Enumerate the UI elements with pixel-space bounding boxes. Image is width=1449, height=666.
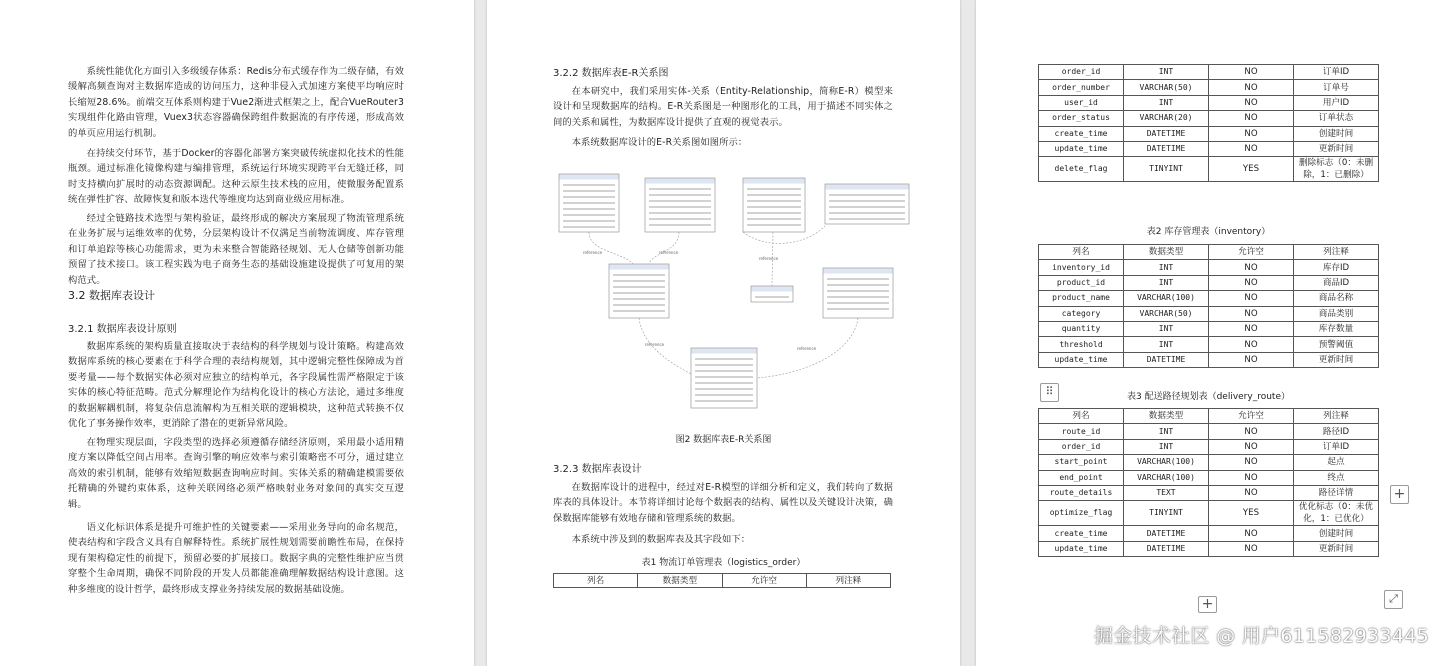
er-relationship-label: reference <box>583 250 603 255</box>
table-cell: route_id <box>1039 424 1124 439</box>
column-header: 数据类型 <box>1124 409 1209 424</box>
table-cell: 优化标志（0：未优化，1：已优化） <box>1294 501 1379 526</box>
table-cell: quantity <box>1039 321 1124 336</box>
table-row <box>1039 526 1379 541</box>
add-column-button[interactable]: + <box>1390 485 1409 504</box>
table-header-row <box>554 574 891 588</box>
paragraph-semantic: 语义化标识体系是提升可维护性的关键要素——采用业务导向的命名规范，使表结构和字段含义具有自解释特性。系统扩展性规划需要前瞻性布局，在保持现有架构稳定性的前提下，预留必要的扩展接口。数据字典的完整性维护应当贯穿整个生命周期，确保不同阶段的开发人员都能准确理解数据结构设计意图。这种多维度的设计哲学，最终形成支撑业务持续发展的数据基础设施。 <box>68 522 404 595</box>
paragraph-er-intro: 在本研究中，我们采用实体-关系（Entity-Relationship，简称E-R）模型来设计和呈现数据库的结构。E-R关系图是一种图形化的工具，用于描述不同实体之间的关系和属性，为数据库设计提供了直观的视觉表示。 <box>553 86 893 128</box>
table-cell: order_id <box>1039 439 1124 454</box>
table-cell: 更新时间 <box>1294 352 1379 367</box>
table-cell: category <box>1039 306 1124 321</box>
table-row <box>1039 541 1379 556</box>
table-cell: 库存ID <box>1294 260 1379 275</box>
table-cell: order_status <box>1039 111 1124 126</box>
table-cell: INT <box>1124 65 1209 80</box>
table-row <box>1039 352 1379 367</box>
table-cell: 删除标志（0：未删除，1：已删除） <box>1294 157 1379 182</box>
table1-caption: 表1 物流订单管理表（logistics_order） <box>641 558 806 568</box>
table-header-row <box>1039 409 1379 424</box>
table-row <box>1039 275 1379 290</box>
table-cell: VARCHAR(100) <box>1124 470 1209 485</box>
er-entity-header <box>826 185 909 190</box>
table-cell: 商品类别 <box>1294 306 1379 321</box>
section-heading-3-2-3: 3.2.3 数据库表设计 <box>553 464 642 475</box>
table-cell: delete_flag <box>1039 157 1124 182</box>
column-header: 数据类型 <box>1124 245 1209 260</box>
document-page-3 <box>976 0 1449 666</box>
table-cell: 路径ID <box>1294 424 1379 439</box>
table-cell: NO <box>1209 321 1294 336</box>
table-cell: INT <box>1124 260 1209 275</box>
table-cell: YES <box>1209 501 1294 526</box>
table-row <box>1039 306 1379 321</box>
paragraph-summary: 经过全链路技术选型与架构验证，最终形成的解决方案展现了物流管理系统在业务扩展与运维效率的优势，分层架构设计不仅满足当前物流调度、库存管理和订单追踪等核心功能需求，更为未来整合智能路径规划、无人仓储等创新功能预留了技术接口。该工程实践为电子商务生态的基础设施建设提供了可复用的架构范式。 <box>68 213 404 286</box>
er-entity <box>645 178 715 232</box>
table-cell: NO <box>1209 275 1294 290</box>
table-cell: NO <box>1209 80 1294 95</box>
table-cell: 用户ID <box>1294 95 1379 110</box>
table-cell: DATETIME <box>1124 541 1209 556</box>
table-row <box>1039 157 1379 182</box>
table-cell: 创建时间 <box>1294 526 1379 541</box>
table-cell: 订单ID <box>1294 65 1379 80</box>
paragraph-db-principles: 数据库系统的架构质量直接取决于表结构的科学规划与设计策略。构建高效数据库系统的核心要素在于科学合理的表结构规划，其中逻辑完整性保障成为首要考量——每个数据实体必须对应独立的结构单元，各字段属性需严格限定于该实体的核心特征范畴。范式分解理论作为结构化设计的核心方法论，通过多维度的数据解耦机制，将复杂信息流解构为互相关联的逻辑模块，这种范式转换不仅优化了事务操作效率，更消除了潜在的更新异常风险。 <box>68 341 404 430</box>
table-cell: 路径详情 <box>1294 485 1379 500</box>
table-row <box>1039 65 1379 80</box>
table-cell: NO <box>1209 65 1294 80</box>
table-inventory <box>1038 244 1379 368</box>
table-cell: 更新时间 <box>1294 141 1379 156</box>
paragraph-table-lead: 本系统中涉及到的数据库表及其字段如下： <box>571 534 751 545</box>
table-cell: 商品ID <box>1294 275 1379 290</box>
column-header: 允许空 <box>1209 245 1294 260</box>
er-relationship-label: reference <box>645 342 665 347</box>
table-cell: INT <box>1124 275 1209 290</box>
figure-caption: 图2 数据库表E-R关系图 <box>675 435 772 445</box>
table-cell: order_id <box>1039 65 1124 80</box>
table-cell: DATETIME <box>1124 352 1209 367</box>
table-cell: start_point <box>1039 455 1124 470</box>
table3-caption: 表3 配送路径规划表（delivery_route） <box>1126 392 1290 402</box>
table-cell: DATETIME <box>1124 526 1209 541</box>
er-relationship-label: reference <box>797 346 817 351</box>
column-header: 允许空 <box>722 574 806 588</box>
add-row-button[interactable]: + <box>1198 596 1217 613</box>
table2-caption: 表2 库存管理表（inventory） <box>1146 227 1271 237</box>
table-cell: update_time <box>1039 141 1124 156</box>
er-relationship-label: reference <box>759 256 779 261</box>
watermark: 掘金技术社区 @ 用户611582933445 <box>1093 625 1429 647</box>
er-entity-header <box>610 265 669 270</box>
table-cell: 订单状态 <box>1294 111 1379 126</box>
paragraph-cache: 系统性能优化方面引入多级缓存体系：Redis分布式缓存作为二级存储，有效缓解高频查询对主数据库造成的访问压力，这种非侵入式加速方案使平均响应时长缩短28.6%。前端交互体系则构建于Vue2渐进式框架之上，配合VueRouter3实现组件化路由管理，Vuex3状态容器确保跨组件数据流的有序传递，形成高效的单页应用运行机制。 <box>68 66 404 139</box>
table-cell: 库存数量 <box>1294 321 1379 336</box>
paragraph-docker: 在持续交付环节，基于Docker的容器化部署方案突破传统虚拟化技术的性能瓶颈。通过标准化镜像构建与编排管理，系统运行环境实现跨平台无缝迁移，同时支持横向扩展时的动态资源调配。这种云原生技术栈的应用，使微服务配置系统在弹性扩容、故障恢复和版本迭代等维度均达到商业级应用标准。 <box>68 148 404 206</box>
table-cell: update_time <box>1039 352 1124 367</box>
table-cell: 终点 <box>1294 470 1379 485</box>
column-header: 列注释 <box>1294 245 1379 260</box>
table-cell: INT <box>1124 95 1209 110</box>
table-row <box>1039 260 1379 275</box>
table-cell: route_details <box>1039 485 1124 500</box>
table-row <box>1039 470 1379 485</box>
table-cell: VARCHAR(50) <box>1124 306 1209 321</box>
table-resize-handle[interactable]: ⤢ <box>1384 590 1403 609</box>
table-cell: end_point <box>1039 470 1124 485</box>
er-entity <box>825 184 909 224</box>
er-entity-header <box>692 349 757 354</box>
table-cell: NO <box>1209 337 1294 352</box>
table-move-handle[interactable]: ⠿ <box>1040 383 1059 402</box>
table-cell: TINYINT <box>1124 157 1209 182</box>
er-relationship-label: reference <box>659 250 679 255</box>
table-cell: 订单ID <box>1294 439 1379 454</box>
table-delivery-route <box>1038 408 1379 557</box>
table-cell: INT <box>1124 321 1209 336</box>
table-cell: INT <box>1124 337 1209 352</box>
table-cell: YES <box>1209 157 1294 182</box>
column-header: 列名 <box>1039 409 1124 424</box>
table-row <box>1039 111 1379 126</box>
table-cell: 订单号 <box>1294 80 1379 95</box>
table-cell: 起点 <box>1294 455 1379 470</box>
table-cell: product_id <box>1039 275 1124 290</box>
er-relationship <box>589 232 633 264</box>
table-cell: create_time <box>1039 126 1124 141</box>
table-cell: user_id <box>1039 95 1124 110</box>
er-entity <box>609 264 669 318</box>
table-row <box>1039 424 1379 439</box>
table-row <box>1039 80 1379 95</box>
table-cell: NO <box>1209 352 1294 367</box>
table-logistics-order-continued <box>1038 64 1379 182</box>
table-logistics-order <box>553 573 891 588</box>
column-header: 数据类型 <box>638 574 722 588</box>
table-cell: NO <box>1209 126 1294 141</box>
paragraph-physical: 在物理实现层面，字段类型的选择必须遵循存储经济原则，采用最小适用精度方案以降低空间占用率。查询引擎的响应效率与索引策略密不可分，通过建立高效的索引机制，能够有效缩短数据查询响应时间。实体关系的精确建模需要依托精确的外键约束体系，这种关联网络必须严格映射业务对象间的真实交互逻辑。 <box>68 437 404 510</box>
table-cell: NO <box>1209 485 1294 500</box>
section-heading-3-2-2: 3.2.2 数据库表E-R关系图 <box>553 68 669 79</box>
er-entity-header <box>744 179 805 184</box>
table-row <box>1039 337 1379 352</box>
table-cell: NO <box>1209 111 1294 126</box>
table-cell: NO <box>1209 306 1294 321</box>
table-cell: TINYINT <box>1124 501 1209 526</box>
column-header: 列名 <box>554 574 638 588</box>
table-row <box>1039 439 1379 454</box>
er-entity-header <box>560 175 619 180</box>
er-entity-header <box>824 269 893 274</box>
table-cell: NO <box>1209 260 1294 275</box>
er-entity-header <box>646 179 715 184</box>
table-row <box>1039 291 1379 306</box>
paragraph-table-design: 在数据库设计的进程中，经过对E-R模型的详细分析和定义，我们转向了数据库表的具体设计。本节将详细讨论每个数据表的结构、属性以及关键设计决策，确保数据库能够有效地存储和管理系统的数据。 <box>553 482 893 524</box>
table-cell: INT <box>1124 439 1209 454</box>
table-cell: VARCHAR(50) <box>1124 80 1209 95</box>
column-header: 列注释 <box>806 574 890 588</box>
table-cell: optimize_flag <box>1039 501 1124 526</box>
table-cell: 商品名称 <box>1294 291 1379 306</box>
table-cell: TEXT <box>1124 485 1209 500</box>
column-header: 列注释 <box>1294 409 1379 424</box>
table-cell: NO <box>1209 541 1294 556</box>
table-cell: inventory_id <box>1039 260 1124 275</box>
table-cell: update_time <box>1039 541 1124 556</box>
table-cell: NO <box>1209 526 1294 541</box>
table-cell: NO <box>1209 455 1294 470</box>
table-cell: VARCHAR(100) <box>1124 455 1209 470</box>
table-row <box>1039 141 1379 156</box>
table-row <box>1039 455 1379 470</box>
table-row <box>1039 95 1379 110</box>
paragraph-er-lead: 本系统数据库设计的E-R关系图如图所示： <box>571 137 748 148</box>
table-cell: INT <box>1124 424 1209 439</box>
table-cell: 预警阈值 <box>1294 337 1379 352</box>
table-cell: NO <box>1209 141 1294 156</box>
table-cell: 更新时间 <box>1294 541 1379 556</box>
section-heading-3-2: 3.2 数据库表设计 <box>68 289 155 302</box>
table-cell: order_number <box>1039 80 1124 95</box>
er-entity-header <box>752 287 793 292</box>
table-cell: NO <box>1209 439 1294 454</box>
table-cell: VARCHAR(20) <box>1124 111 1209 126</box>
column-header: 允许空 <box>1209 409 1294 424</box>
table-cell: product_name <box>1039 291 1124 306</box>
table-row <box>1039 485 1379 500</box>
document-page-1 <box>0 0 474 666</box>
document-page-2 <box>487 0 960 666</box>
table-cell: DATETIME <box>1124 141 1209 156</box>
table-cell: NO <box>1209 95 1294 110</box>
table-cell: DATETIME <box>1124 126 1209 141</box>
section-heading-3-2-1: 3.2.1 数据库表设计原则 <box>68 324 177 335</box>
table-header-row <box>1039 245 1379 260</box>
er-diagram <box>553 168 913 426</box>
table-cell: NO <box>1209 424 1294 439</box>
table-row <box>1039 321 1379 336</box>
table-cell: 创建时间 <box>1294 126 1379 141</box>
table-cell: NO <box>1209 291 1294 306</box>
er-entity <box>691 348 757 408</box>
table-cell: NO <box>1209 470 1294 485</box>
table-cell: threshold <box>1039 337 1124 352</box>
table-row <box>1039 501 1379 526</box>
table-row <box>1039 126 1379 141</box>
er-entity <box>743 178 805 232</box>
table-cell: VARCHAR(100) <box>1124 291 1209 306</box>
er-entity <box>823 268 893 318</box>
table-cell: create_time <box>1039 526 1124 541</box>
column-header: 列名 <box>1039 245 1124 260</box>
er-relationship <box>649 232 679 264</box>
